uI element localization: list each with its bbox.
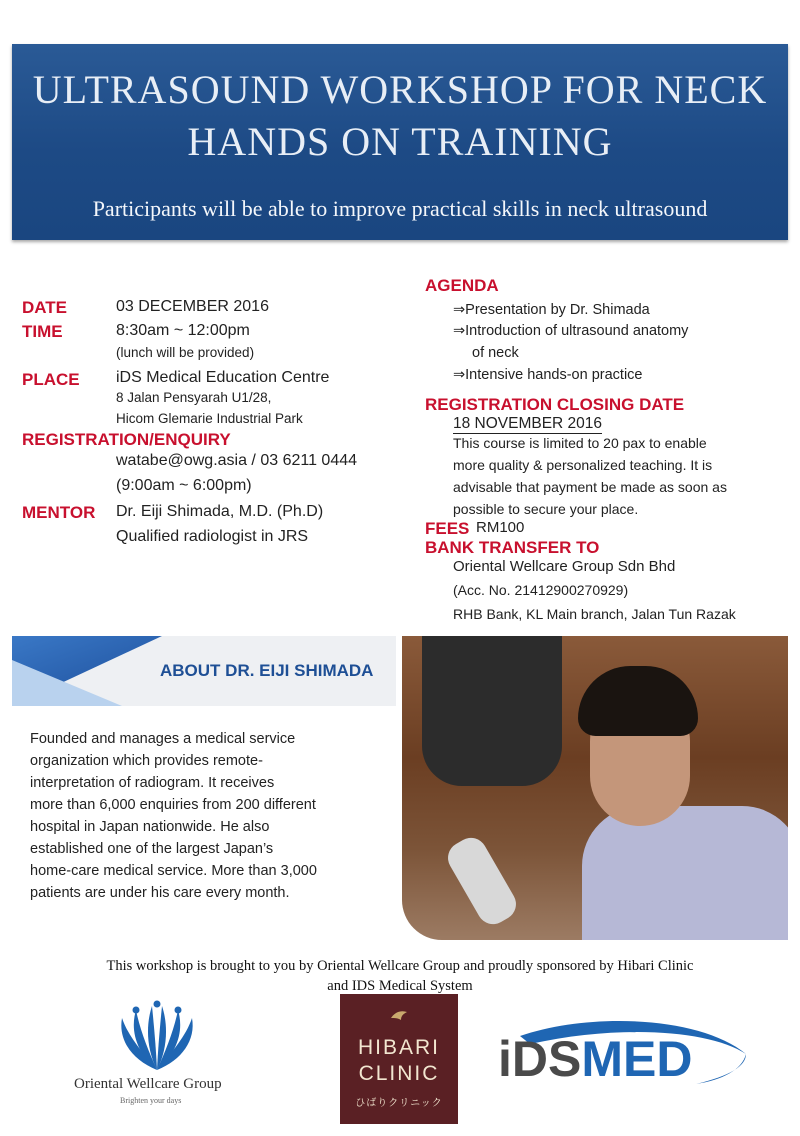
subtitle: Participants will be able to improve practical skills in neck ultrasound — [92, 196, 708, 221]
hibari-clinic-logo — [340, 994, 458, 1124]
registration-label: REGISTRATION/ENQUIRY — [22, 430, 231, 449]
agenda-item: ⇒Introduction of ultrasound anatomy — [453, 323, 689, 339]
agenda-item: of neck — [472, 345, 519, 361]
registration-hours: (9:00am ~ 6:00pm) — [116, 477, 252, 494]
registration-contact: watabe@owg.asia / 03 6211 0444 — [116, 452, 358, 469]
date-label: DATE — [22, 298, 68, 317]
about-line: established one of the largest Japan’s — [30, 841, 274, 857]
idsmed-logo — [498, 1030, 692, 1088]
hibari-line-2: CLINIC — [358, 1062, 440, 1085]
time-value: 8:30am ~ 12:00pm — [116, 322, 250, 339]
owg-logo-name: Oriental Wellcare Group — [74, 1076, 222, 1092]
footer-line-1: This workshop is brought to you by Oriental Wellcare Group and proudly sponsored by Hibari Clinic — [106, 958, 694, 974]
mentor-note: Qualified radiologist in JRS — [116, 528, 309, 545]
about-line: hospital in Japan nationwide. He also — [30, 819, 270, 835]
hair-shape — [578, 666, 698, 736]
oriental-wellcare-logo-icon — [112, 1000, 202, 1074]
about-line: patients are under his care every month. — [30, 885, 290, 901]
registration-closing-text — [453, 432, 727, 520]
footer-line-2: and IDS Medical System — [327, 978, 473, 994]
idsmed-med: MED — [581, 1031, 693, 1087]
place-label: PLACE — [22, 370, 80, 389]
about-line: interpretation of radiogram. It receives — [30, 775, 275, 791]
about-text — [30, 728, 317, 904]
closing-line: more quality & personalized teaching. It is — [453, 457, 713, 473]
hibari-japanese: ひばりクリニック — [355, 1098, 443, 1109]
place-address-2: Hicom Glemarie Industrial Park — [116, 411, 303, 426]
shirt-shape — [582, 806, 788, 940]
title-line-2: HANDS ON TRAINING — [187, 119, 613, 164]
hibari-line-1: HIBARI — [357, 1036, 440, 1059]
about-title: ABOUT DR. EIJI SHIMADA — [160, 661, 374, 680]
registration-closing-label: REGISTRATION CLOSING DATE — [425, 395, 685, 414]
ultrasound-probe-shape — [442, 832, 522, 930]
time-label: TIME — [22, 322, 63, 341]
registration-closing-date: 18 NOVEMBER 2016 — [453, 415, 603, 432]
bank-branch: RHB Bank, KL Main branch, Jalan Tun Razak — [453, 606, 736, 622]
about-line: more than 6,000 enquiries from 200 different — [30, 797, 316, 813]
date-value: 03 DECEMBER 2016 — [116, 298, 269, 315]
agenda-label: AGENDA — [425, 276, 499, 295]
bird-icon — [389, 1008, 409, 1026]
bank-account: (Acc. No. 21412900270929) — [453, 582, 629, 598]
fees-value: RM100 — [476, 519, 525, 536]
owg-logo-tagline: Brighten your days — [120, 1096, 182, 1105]
closing-line: advisable that payment be made as soon as — [453, 479, 727, 495]
mentor-photo — [402, 636, 788, 940]
about-line: home-care medical service. More than 3,000 — [30, 863, 317, 879]
agenda-item: ⇒Intensive hands-on practice — [453, 367, 643, 383]
closing-line: possible to secure your place. — [453, 501, 639, 517]
closing-line: This course is limited to 20 pax to enable — [453, 435, 707, 451]
time-note: (lunch will be provided) — [116, 345, 255, 360]
place-address-1: 8 Jalan Pensyarah U1/28, — [116, 390, 272, 405]
about-line: organization which provides remote- — [30, 753, 263, 769]
about-line: Founded and manages a medical service — [30, 731, 296, 747]
title-line-1: ULTRASOUND WORKSHOP FOR NECK — [32, 67, 768, 112]
mentor-name: Dr. Eiji Shimada, M.D. (Ph.D) — [116, 503, 324, 520]
place-name: iDS Medical Education Centre — [116, 369, 330, 386]
mentor-label: MENTOR — [22, 503, 96, 522]
background-person — [422, 636, 562, 786]
agenda-item: ⇒Presentation by Dr. Shimada — [453, 302, 650, 318]
bank-name: Oriental Wellcare Group Sdn Bhd — [453, 558, 676, 575]
idsmed-ids: iDS — [498, 1031, 582, 1087]
bank-label: BANK TRANSFER TO — [425, 538, 600, 557]
fees-label: FEES — [425, 519, 470, 538]
header-banner — [12, 44, 788, 240]
